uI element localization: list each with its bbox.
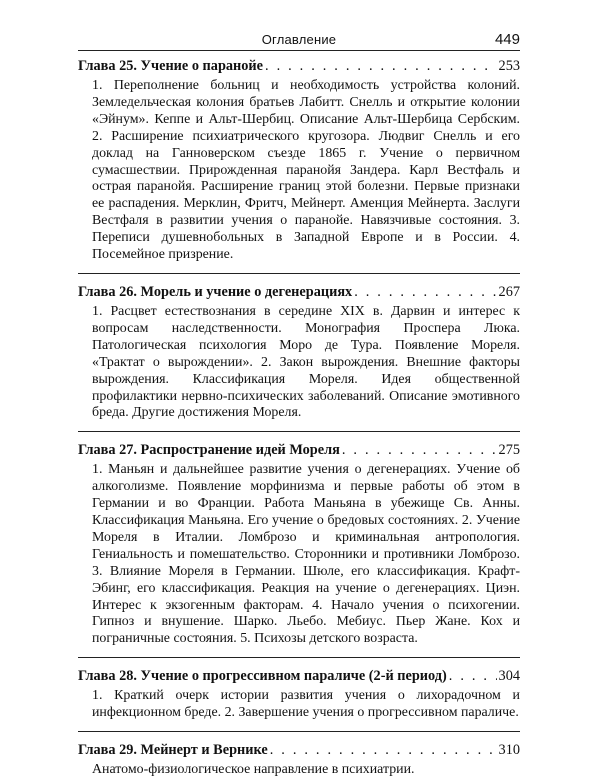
section-title: Оглавление [261,32,337,47]
leader-dots [270,741,497,760]
chapter-page: 267 [498,283,520,300]
chapter-title: Глава 29. Мейнерт и Вернике [78,742,268,759]
chapter-description: 1. Переполнение больниц и необходимость устройства колоний. Земледельческая колония братьев Лабитт. Снелль и открытие колонии «Эйнум». Кеппе и Альт-Шербиц. Описание Альт-Шербица Сербским. 2. Расширение психиатрического кругозора. Людвиг Снелль и его доклад на Ганноверском съезде 1865 г. Учение о первичном сумасшествии. Прирожденная паранойя Зандера. Карл Вестфаль и острая паранойя. Расширение границ этой болезни. Первые признаки ее распадения. Мерклин, Фритч, Мейнерт. Аменция Мейнерта. Заслуги Вестфаля в развитии учения о паранойе. Навязчивые состояния. 3. Переписи душевнобольных в Западной Европе и в России. 4. Посемейное призрение. [92,78,520,263]
chapter-title: Глава 27. Распространение идей Мореля [78,442,340,459]
running-header [78,30,520,51]
chapter-heading[interactable] [78,441,520,460]
divider [78,657,520,658]
chapter-heading[interactable] [78,741,520,760]
toc-chapter-25 [78,57,520,264]
page-number: 449 [494,31,520,48]
toc-chapter-29 [78,741,520,779]
divider [78,431,520,432]
chapter-page: 253 [498,58,520,74]
chapter-heading[interactable] [78,667,520,686]
leader-dots [449,667,497,686]
chapter-page: 310 [498,742,520,759]
divider [78,273,520,274]
chapter-heading[interactable] [78,283,520,302]
chapter-description: 1. Расцвет естествознания в середине XIX в. Дарвин и интерес к вопросам наследственности. Монография Проспера Люка. Патологическая психология Моро де Тура. Появление Мореля. «Трактат о вырождении». 2. Закон вырождения. Внешние факторы вырождения. Классификация Мореля. Идея общественной профилактики нервно-психических заболеваний. Описание эмотивного бреда. Другие достижения Мореля. [92,303,520,421]
leader-dots [342,441,497,460]
table-of-contents [78,57,520,779]
leader-dots [354,283,496,302]
toc-chapter-26 [78,283,520,422]
divider [78,731,520,732]
chapter-page: 304 [498,668,520,685]
chapter-description: 1. Краткий очерк истории развития учения о лихорадочном и инфекционном бреде. 2. Завершение учения о прогрессивном параличе. [92,688,520,721]
chapter-heading[interactable] [78,57,520,76]
chapter-description: 1. Маньян и дальнейшее развитие учения о дегенерациях. Учение об алкоголизме. Появление морфинизма и первые работы об этом в Германии и во Франции. Работа Маньяна в убежище Св. Анны. Классификация Маньяна. Его учение о бредовых состояниях. 2. Учение Мореля в Италии. Ломброзо и криминальная антропология. Гениальность и помешательство. Сторонники и противники Ломброзо. 3. Влияние Мореля в Германии. Шюле, его классификация. Крафт-Эбинг, его классификация. Реакция на учение о дегенерациях. Циэн. Интерес к экзогенным факторам. 4. Начало учения о психогении. Гипноз и внушение. Шарко. Льебо. Мебиус. Пьер Жане. Кох и пограничные состояния. 5. Психозы детского возраста. [92,462,520,647]
chapter-description: Анатомо-физиологическое направление в психиатрии. [92,762,415,778]
chapter-page: 275 [498,442,520,459]
toc-chapter-28 [78,667,520,722]
toc-chapter-27 [78,441,520,648]
chapter-title: Глава 26. Морель и учение о дегенерациях [78,283,353,300]
chapter-title: Глава 28. Учение о прогрессивном параличе (2-й период) [78,668,447,685]
leader-dots [265,57,497,76]
chapter-title: Глава 25. Учение о паранойе [78,58,264,74]
